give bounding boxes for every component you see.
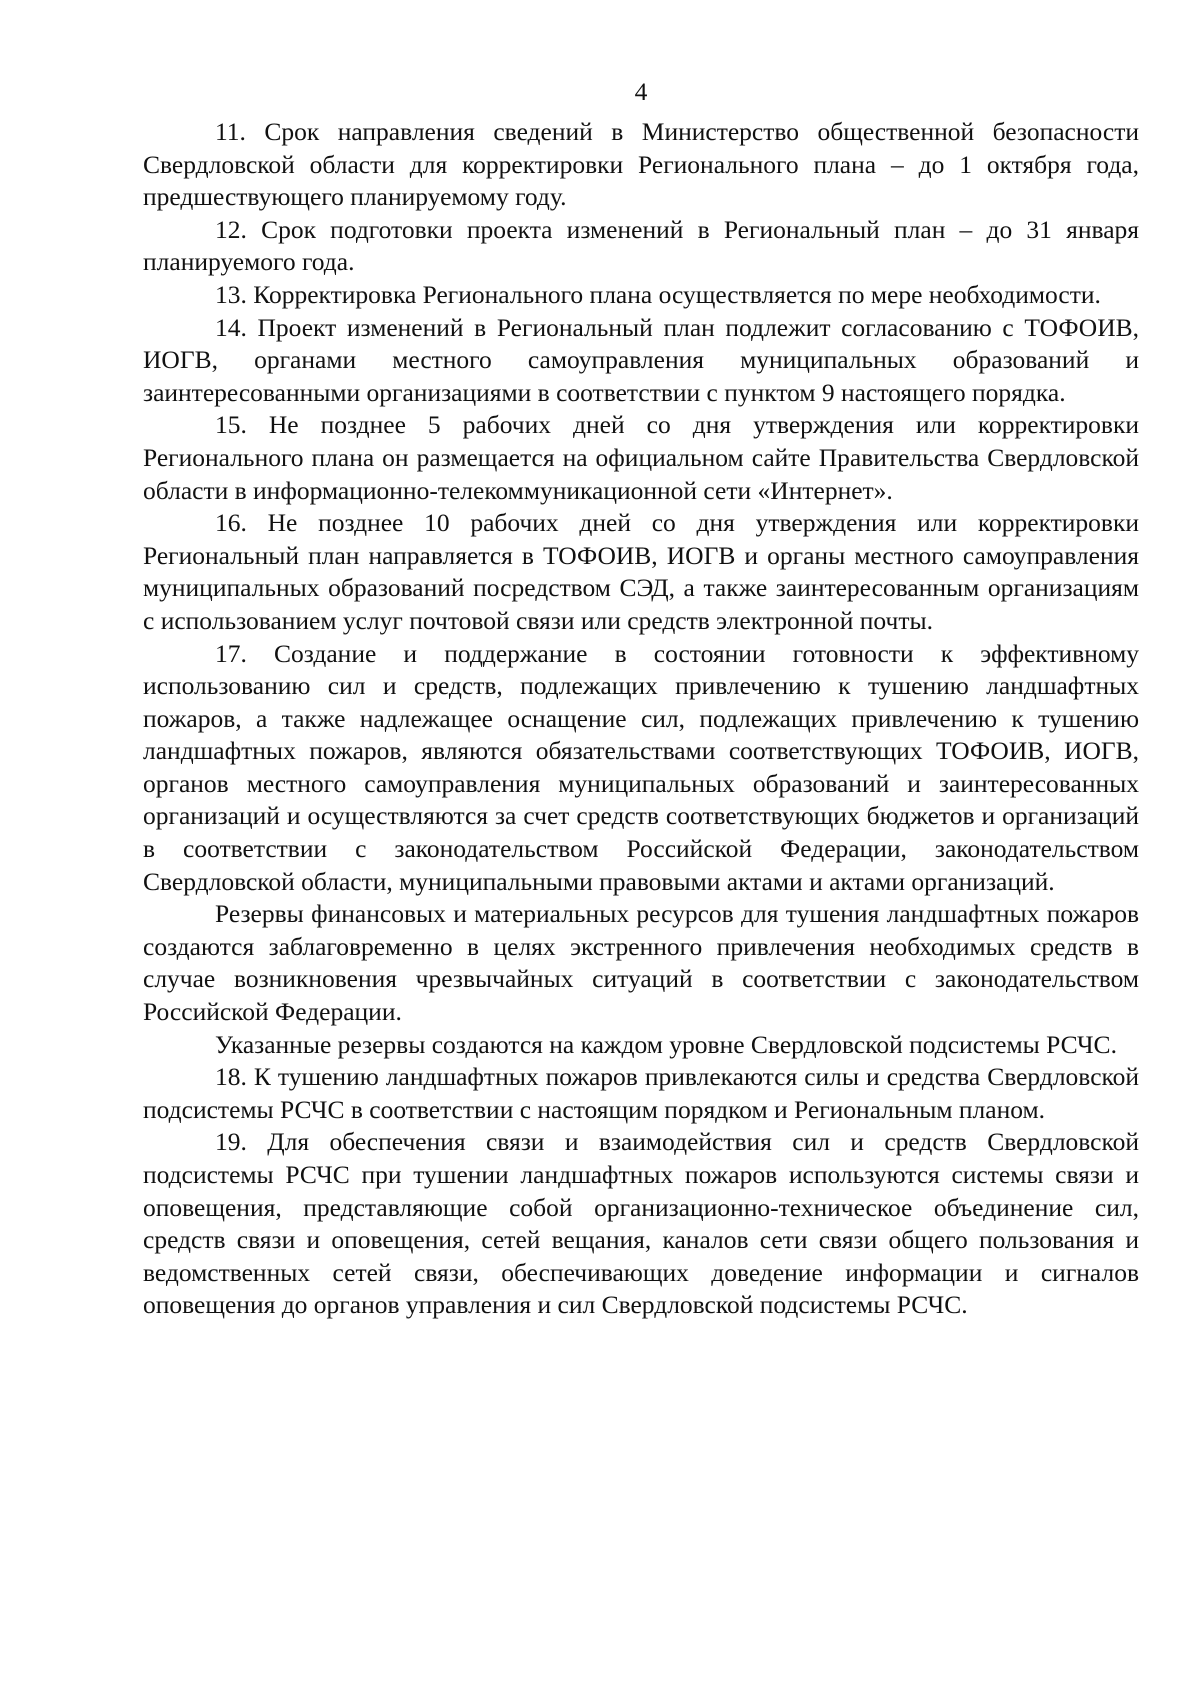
- paragraph-16: 16. Не позднее 10 рабочих дней со дня утверждения или корректировки Региональный план направляется в ТОФОИВ, ИОГВ и органы местного самоуправления муниципальных образований посредством СЭД, а также заинтересованным организациям с использованием услуг почтовой связи или средств электронной почты.: [143, 508, 1139, 635]
- paragraph-12: 12. Срок подготовки проекта изменений в Региональный план – до 31 января планируемого года.: [143, 214, 1139, 277]
- document-page: [143, 78, 1139, 1322]
- paragraph-15: 15. Не позднее 5 рабочих дней со дня утверждения или корректировки Регионального плана он размещается на официальном сайте Правительства Свердловской области в информационно-телекоммуникационной сети «Интернет».: [143, 410, 1139, 505]
- paragraph-17: 17. Создание и поддержание в состоянии готовности к эффективному использованию сил и средств, подлежащих привлечению к тушению ландшафтных пожаров, а также надлежащее оснащение сил, подлежащих привлечению к тушению ландшафтных пожаров, являются обязательствами соответствующих ТОФОИВ, ИОГВ, органов местного самоуправления муниципальных образований и заинтересованных организаций и осуществляются за счет средств соответствующих бюджетов и организаций в соответствии с законодательством Российской Федерации, законодательством Свердловской области, муниципальными правовыми актами и актами организаций.: [143, 638, 1139, 896]
- paragraph-17-reserve-levels: Указанные резервы создаются на каждом уровне Свердловской подсистемы РСЧС.: [215, 1029, 1117, 1059]
- paragraph-13: 13. Корректировка Регионального плана осуществляется по мере необходимости.: [215, 279, 1101, 309]
- paragraph-17-reserves: Резервы финансовых и материальных ресурсов для тушения ландшафтных пожаров создаются заблаговременно в целях экстренного привлечения необходимых средств в случае возникновения чрезвычайных ситуаций в соответствии с законодательством Российской Федерации.: [143, 899, 1139, 1027]
- page-number: 4: [634, 77, 648, 106]
- paragraph-18: 18. К тушению ландшафтных пожаров привлекаются силы и средства Свердловской подсистемы РСЧС в соответствии с настоящим порядком и Региональным планом.: [143, 1062, 1139, 1124]
- paragraph-14: 14. Проект изменений в Региональный план подлежит согласованию с ТОФОИВ, ИОГВ, органами местного самоуправления муниципальных образований и заинтересованными организациями в соответствии с пунктом 9 настоящего порядка.: [143, 312, 1139, 407]
- paragraph-19: 19. Для обеспечения связи и взаимодействия сил и средств Свердловской подсистемы РСЧС при тушении ландшафтных пожаров используются системы связи и оповещения, представляющие собой организационно-техническое объединение сил, средств связи и оповещения, сетей вещания, каналов сети связи общего пользования и ведомственных сетей связи, обеспечивающих доведение информации и сигналов оповещения до органов управления и сил Свердловской подсистемы РСЧС.: [143, 1127, 1139, 1320]
- paragraph-11: 11. Срок направления сведений в Министерство общественной безопасности Свердловской области для корректировки Регионального плана – до 1 октября года, предшествующего планируемому году.: [143, 117, 1139, 212]
